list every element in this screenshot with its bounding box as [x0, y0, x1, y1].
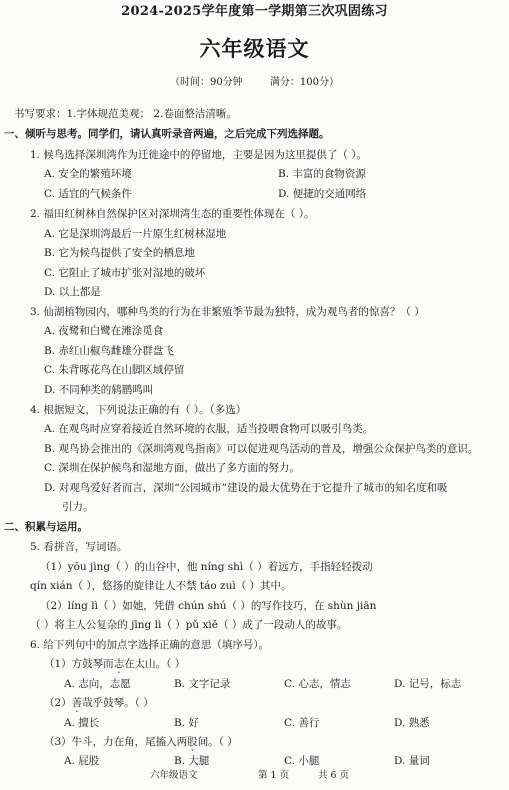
q6-1-option-d: D. 记号，标志 — [394, 678, 462, 690]
q6-item-2-dotted-char: 善 — [71, 697, 83, 709]
q4-option-d: D. 对观鸟爱好者而言，深圳“公园城市”建设的最大优势在于它提升了城市的知名度和吸 — [44, 482, 448, 494]
q5-line-3: （2）líng lì（ ）如她，凭借 chún shú（ ）的写作技巧，在 shùn jiān — [40, 600, 377, 612]
q6-item-3-pre: （3）牛斗，力在角，尾搐入两 — [44, 736, 188, 748]
q6-item-3-post: 间。（ ） — [197, 736, 238, 748]
q6-3-option-a: A. 屁股 — [64, 755, 100, 767]
q6-item-1-post: 在太山。（ ） — [124, 658, 186, 670]
question-6-stem: 6. 给下列句中的加点字选择正确的意思（填序号）。 — [30, 639, 270, 651]
q6-item-2-pre: （2） — [44, 697, 72, 709]
q5-line-2: qín xián（ ），悠扬的旋律让人不禁 táo zuì（ ）其中。 — [30, 580, 292, 592]
question-3-stem: 3. 仙湖植物园内，哪种鸟类的行为在非繁殖季节最为独特，成为观鸟者的惊喜？（ ） — [30, 306, 425, 318]
q6-item-2-options — [64, 717, 504, 730]
q2-option-a: A. 它是深圳湾最后一片原生红树林湿地 — [44, 228, 227, 240]
q6-item-3-dotted-char: 股 — [187, 736, 198, 748]
time-limit: （时间：90分钟 — [169, 77, 243, 88]
question-4-stem: 4. 根据短文，下列说法正确的有（ ）。（多选） — [30, 404, 247, 416]
q6-3-option-b: B. 大腿 — [174, 755, 210, 767]
section-2-title: 二、积累与运用。 — [4, 521, 88, 533]
writing-requirement: 书写要求：1.字体规范美观； 2.卷面整洁清晰。 — [14, 108, 237, 120]
q6-1-option-c: C. 心志，情志 — [284, 678, 351, 690]
q4-option-d-continued: 引力。 — [62, 501, 94, 513]
question-5-stem: 5. 看拼音，写词语。 — [30, 541, 128, 553]
q2-option-b: B. 它为候鸟提供了安全的栖息地 — [44, 247, 195, 259]
q3-option-d: D. 不同种类的鸫鹛鸣叫 — [44, 384, 154, 396]
section-1-title: 一、倾听与思考。同学们，请认真听录音两遍，之后完成下列选择题。 — [4, 128, 330, 140]
q6-2-option-d: D. 熟悉 — [394, 717, 430, 729]
q5-line-1: （1）yōu jìng（ ）的山谷中，他 níng shì（ ）着远方，手指轻轻拨动 — [40, 561, 373, 573]
q6-1-option-b: B. 文字记录 — [174, 678, 231, 690]
q1-option-b: B. 丰富的食物资源 — [278, 168, 366, 180]
full-score: 满分：100分） — [269, 77, 339, 88]
q6-2-option-c: C. 善行 — [284, 717, 320, 729]
q3-option-a: A. 夜鹭和白鹭在滩涂觅食 — [44, 325, 164, 337]
q6-3-option-c: C. 小腿 — [284, 755, 320, 767]
q4-option-b: B. 观鸟协会推出的《深圳湾观鸟指南》可以促进观鸟活动的普及，增强公众保护鸟类的意识。 — [44, 443, 479, 455]
q6-item-1 — [44, 658, 185, 676]
question-1-stem: 1. 候鸟选择深圳湾作为迁徙途中的停留地，主要是因为这里提供了（ ）。 — [30, 149, 367, 161]
q6-2-option-a: A. 擅长 — [64, 717, 100, 729]
q5-line-4: （ ）将主人公复杂的 jīng lì（ ）pǔ xiě（ ）成了一段动人的故事。 — [30, 619, 348, 631]
q6-item-1-pre: （1）方鼓琴而 — [44, 658, 114, 670]
q3-option-b: B. 赤红山椒鸟雌雄分群盘飞 — [44, 345, 174, 357]
footer-total-pages: 共 6 页 — [318, 770, 350, 781]
footer-subject: 六年级语文 — [150, 770, 198, 781]
footer-page-number: 第 1 页 — [258, 770, 290, 781]
q3-option-c: C. 朱背啄花鸟在山脚区域停留 — [44, 364, 185, 376]
q1-option-a: A. 安全的繁殖环境 — [44, 168, 132, 180]
q4-option-c: C. 深圳在保护候鸟和湿地方面，做出了多方面的努力。 — [44, 462, 300, 474]
q1-option-d: D. 便捷的交通网络 — [278, 188, 367, 200]
q6-item-2 — [44, 697, 154, 715]
q6-3-option-d: D. 量词 — [394, 755, 430, 767]
q6-item-1-options — [64, 678, 504, 691]
q6-item-3 — [44, 736, 238, 754]
q2-option-c: C. 它阻止了城市扩张对湿地的破坏 — [44, 267, 206, 279]
question-2-stem: 2. 福田红树林自然保护区对深圳湾生态的重要性体现在（ ）。 — [30, 208, 315, 220]
q2-option-d: D. 以上都是 — [44, 286, 101, 298]
q6-item-2-post: 哉乎鼓琴。（ ） — [82, 697, 154, 709]
q6-1-option-a: A. 志向，志愿 — [64, 678, 131, 690]
page-title: 六年级语文 — [199, 36, 310, 61]
q6-item-1-dotted-char: 志 — [113, 658, 125, 670]
q4-option-a: A. 在观鸟时应穿着接近自然环境的衣服，适当投喂食物可以吸引鸟类。 — [44, 423, 374, 435]
exam-meta — [0, 77, 509, 89]
exam-header: 2024-2025学年度第一学期第三次巩固练习 — [121, 4, 388, 19]
q1-option-c: C. 适宜的气候条件 — [44, 188, 132, 200]
q6-2-option-b: B. 好 — [174, 717, 199, 729]
q6-item-3-options — [64, 755, 504, 768]
